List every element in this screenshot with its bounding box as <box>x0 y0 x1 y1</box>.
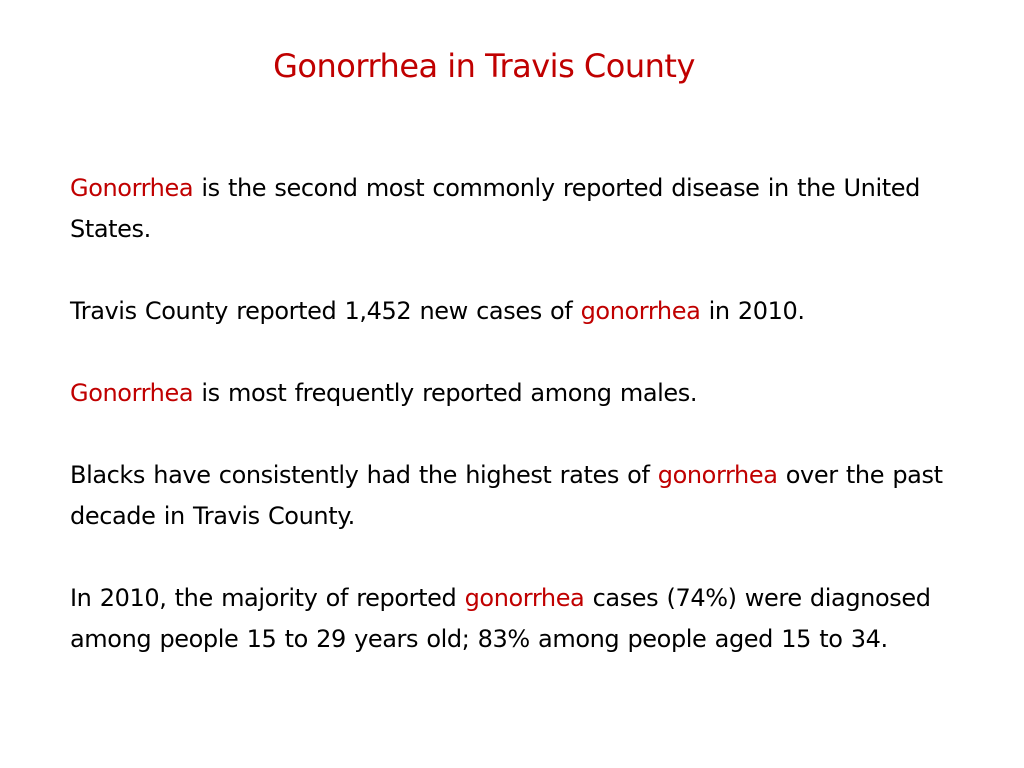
paragraph-text-before: Travis County reported 1,452 new cases of <box>70 297 581 325</box>
paragraph-text-after: cases (74%) were diagnosed among people 15 to 29 years old; 83% among people aged 15 to 34. <box>70 584 931 653</box>
paragraph-text-before: Blacks have consistently had the highest rates of <box>70 461 658 489</box>
paragraph-text-after: is the second most commonly reported disease in the United States. <box>70 174 920 243</box>
paragraph-text-after: over the past decade in Travis County. <box>70 461 943 530</box>
paragraph-text-before: In 2010, the majority of reported <box>70 584 465 612</box>
paragraph-age-distribution <box>70 578 980 660</box>
paragraph-highest-rates <box>70 455 980 537</box>
paragraph-among-males <box>70 373 980 414</box>
highlighted-term: gonorrhea <box>464 584 585 612</box>
highlighted-term: gonorrhea <box>657 461 778 489</box>
highlighted-term: gonorrhea <box>580 297 701 325</box>
highlighted-term: Gonorrhea <box>70 379 194 407</box>
highlighted-term: Gonorrhea <box>70 174 194 202</box>
paragraph-new-cases-2010 <box>70 291 980 332</box>
paragraph-second-most-reported <box>70 168 980 250</box>
paragraph-text-after: in 2010. <box>700 297 805 325</box>
paragraph-text-after: is most frequently reported among males. <box>193 379 698 407</box>
slide-body <box>70 168 980 660</box>
slide-title: Gonorrhea in Travis County <box>273 47 695 85</box>
